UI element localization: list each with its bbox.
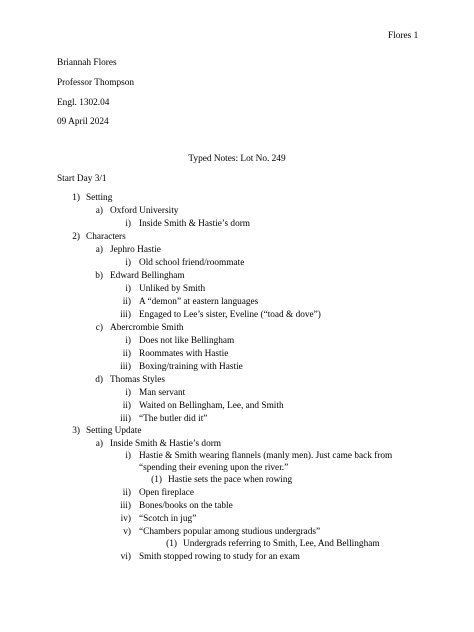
outline-item-text: Thomas Styles xyxy=(110,375,166,385)
outline-marker: iii) xyxy=(120,362,131,372)
outline-item-text: Open fireplace xyxy=(139,488,194,498)
outline-item-text: “Chambers popular among studious undergrads” xyxy=(139,527,321,537)
outline-item-text: Man servant xyxy=(139,388,186,398)
outline-item-text: “Scotch in jug” xyxy=(139,514,197,524)
start-day: Start Day 3/1 xyxy=(57,174,107,184)
outline-item-text: Unliked by Smith xyxy=(139,284,206,294)
course-code: Engl. 1302.04 xyxy=(57,98,110,108)
outline-item-text: Oxford University xyxy=(110,206,179,216)
outline-item-text: Roommates with Hastie xyxy=(139,349,229,359)
page-header: Flores 1 xyxy=(388,31,419,41)
outline-marker: a) xyxy=(95,245,103,255)
outline-item-text: Does not like Bellingham xyxy=(139,336,235,346)
outline-item-text: “The butler did it” xyxy=(139,414,208,424)
outline-marker: iii) xyxy=(120,310,131,320)
outline-marker: ii) xyxy=(122,488,131,498)
professor-name: Professor Thompson xyxy=(57,78,135,88)
outline-item-text: Jephro Hastie xyxy=(110,245,161,255)
outline-marker: i) xyxy=(125,388,131,398)
outline-item-text: Old school friend/roommate xyxy=(139,258,245,268)
outline-marker: i) xyxy=(125,219,131,229)
outline-marker: (1) xyxy=(166,539,177,549)
outline-item-text: Abercrombie Smith xyxy=(110,323,184,333)
outline-marker: c) xyxy=(95,323,103,333)
outline-item-text: Inside Smith & Hastie’s dorm xyxy=(139,219,251,229)
outline-marker: a) xyxy=(95,439,103,449)
outline-marker: v) xyxy=(123,527,131,537)
outline-item-text: A “demon” at eastern languages xyxy=(139,297,259,307)
outline-marker: iii) xyxy=(120,414,131,424)
outline-marker: vi) xyxy=(120,552,131,562)
document-date: 09 April 2024 xyxy=(57,117,109,127)
outline-marker: i) xyxy=(125,336,131,346)
outline-item-text: Boxing/training with Hastie xyxy=(139,362,243,372)
outline-marker: 2) xyxy=(72,232,80,242)
outline-item-text: Engaged to Lee’s sister, Eveline (“toad & dove”) xyxy=(139,310,321,320)
outline-marker: i) xyxy=(125,451,131,461)
outline-marker: ii) xyxy=(122,349,131,359)
outline-marker: b) xyxy=(95,271,103,281)
outline-marker: iii) xyxy=(120,501,131,511)
outline-item-text: Hastie & Smith wearing flannels (manly men). Just came back from “spending their evening upon the river.” xyxy=(139,451,393,473)
outline-item-text: Hastie sets the pace when rowing xyxy=(168,475,293,485)
outline-marker: (1) xyxy=(151,475,162,485)
outline-item-text: Bones/books on the table xyxy=(139,501,233,511)
outline-marker: i) xyxy=(125,284,131,294)
outline-marker: iv) xyxy=(120,514,131,524)
outline-item-text: Inside Smith & Hastie’s dorm xyxy=(110,439,222,449)
outline-marker: i) xyxy=(125,258,131,268)
outline-marker: d) xyxy=(95,375,103,385)
outline-item-text: Waited on Bellingham, Lee, and Smith xyxy=(139,401,284,411)
outline-item-text: Smith stopped rowing to study for an exam xyxy=(139,552,300,562)
document-title: Typed Notes: Lot No. 249 xyxy=(188,154,286,164)
outline-marker: 1) xyxy=(72,193,80,203)
outline-item-text: Undergrads referring to Smith, Lee, And Bellingham xyxy=(183,539,380,549)
outline-item-text: Characters xyxy=(86,232,126,242)
outline-item-text: Edward Bellingham xyxy=(110,271,185,281)
outline-marker: a) xyxy=(95,206,103,216)
outline-item-text: Setting xyxy=(86,193,113,203)
outline-marker: 3) xyxy=(72,426,80,436)
student-name: Briannah Flores xyxy=(57,58,117,68)
outline-marker: ii) xyxy=(122,297,131,307)
outline-item-text: Setting Update xyxy=(86,426,142,436)
outline-marker: ii) xyxy=(122,401,131,411)
